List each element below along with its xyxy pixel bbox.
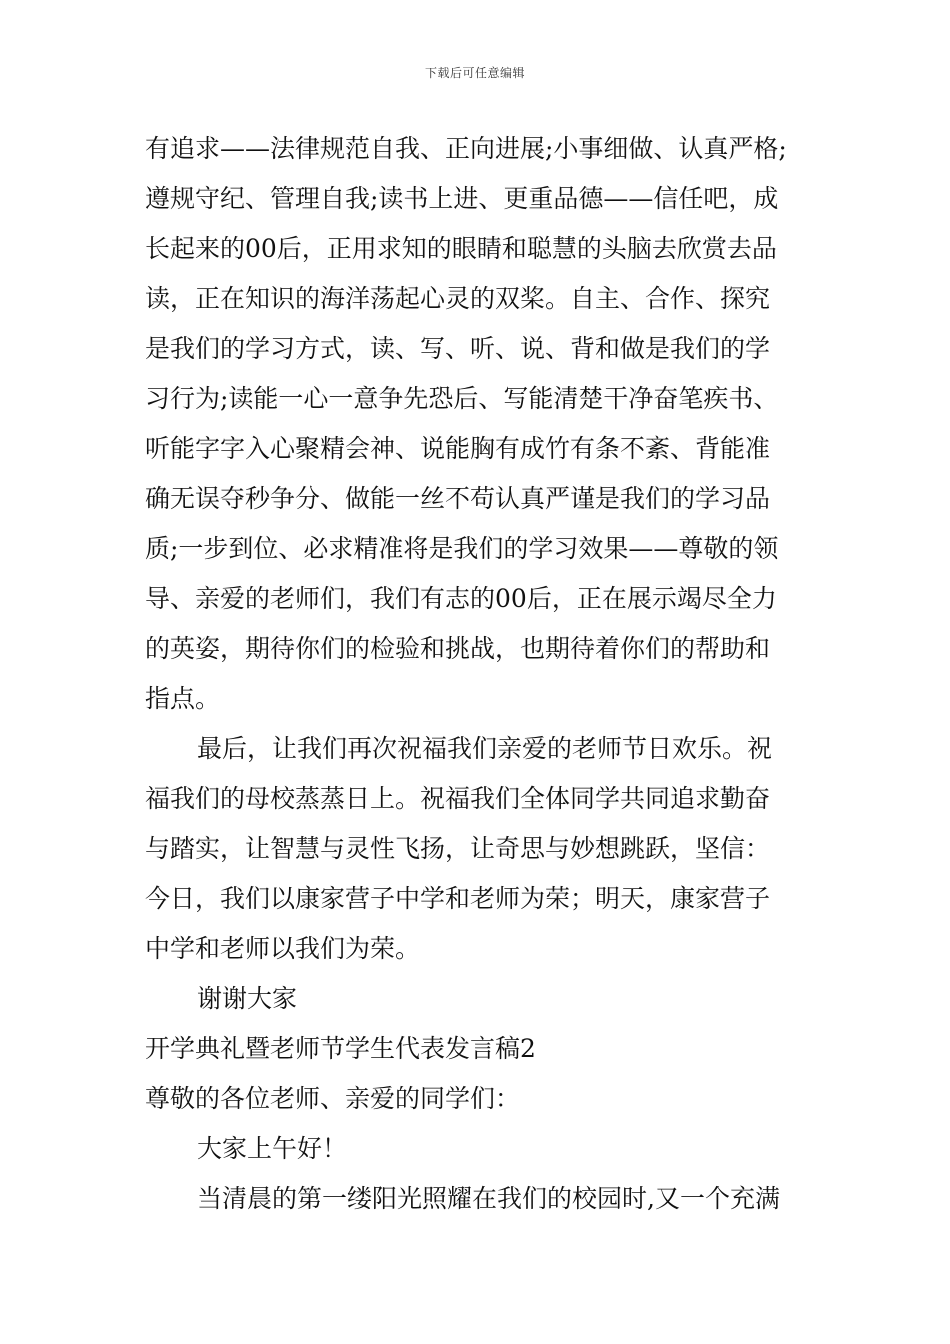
text-line: 质;一步到位、必求精准将是我们的学习效果——尊敬的领: [145, 534, 779, 563]
text-line: 与踏实，让智慧与灵性飞扬，让奇思与妙想跳跃，坚信：: [145, 834, 771, 863]
text-line: 听能字字入心聚精会神、说能胸有成竹有条不紊、背能准: [145, 434, 771, 463]
text-line: 福我们的母校蒸蒸日上。祝福我们全体同学共同追求勤奋: [145, 784, 771, 813]
document-body: [145, 124, 815, 1224]
section-title: 开学典礼暨老师节学生代表发言稿2: [145, 1034, 536, 1063]
paragraph-start-line: 当清晨的第一缕阳光照耀在我们的校园时,又一个充满: [197, 1184, 780, 1213]
text-line: 是我们的学习方式，读、写、听、说、背和做是我们的学: [145, 334, 771, 363]
salutation: 尊敬的各位老师、亲爱的同学们：: [145, 1084, 521, 1113]
text-line: 遵规守纪、管理自我;读书上进、更重品德——信任吧，成: [145, 184, 779, 213]
greeting: 大家上午好！: [197, 1134, 348, 1163]
text-line: 有追求——法律规范自我、正向进展;小事细做、认真严格;: [145, 134, 787, 163]
text-line: 的英姿，期待你们的检验和挑战，也期待着你们的帮助和: [145, 634, 771, 663]
text-line: 长起来的00后，正用求知的眼睛和聪慧的头脑去欣赏去品: [145, 234, 777, 263]
text-line: 中学和老师以我们为荣。: [145, 934, 421, 963]
text-line: 指点。: [145, 684, 221, 713]
paragraph-start-line: 最后，让我们再次祝福我们亲爱的老师节日欢乐。祝: [197, 734, 773, 763]
text-line: 读，正在知识的海洋荡起心灵的双桨。自主、合作、探究: [145, 284, 771, 313]
text-line: 导、亲爱的老师们，我们有志的00后，正在展示竭尽全力: [145, 584, 777, 613]
closing-thanks: 谢谢大家: [197, 984, 298, 1013]
text-line: 确无误夺秒争分、做能一丝不苟认真严谨是我们的学习品: [145, 484, 771, 513]
page-header: 下载后可任意编辑: [424, 66, 525, 80]
text-line: 习行为;读能一心一意争先恐后、写能清楚干净奋笔疾书、: [145, 384, 779, 413]
text-line: 今日，我们以康家营子中学和老师为荣；明天，康家营子: [145, 884, 771, 913]
